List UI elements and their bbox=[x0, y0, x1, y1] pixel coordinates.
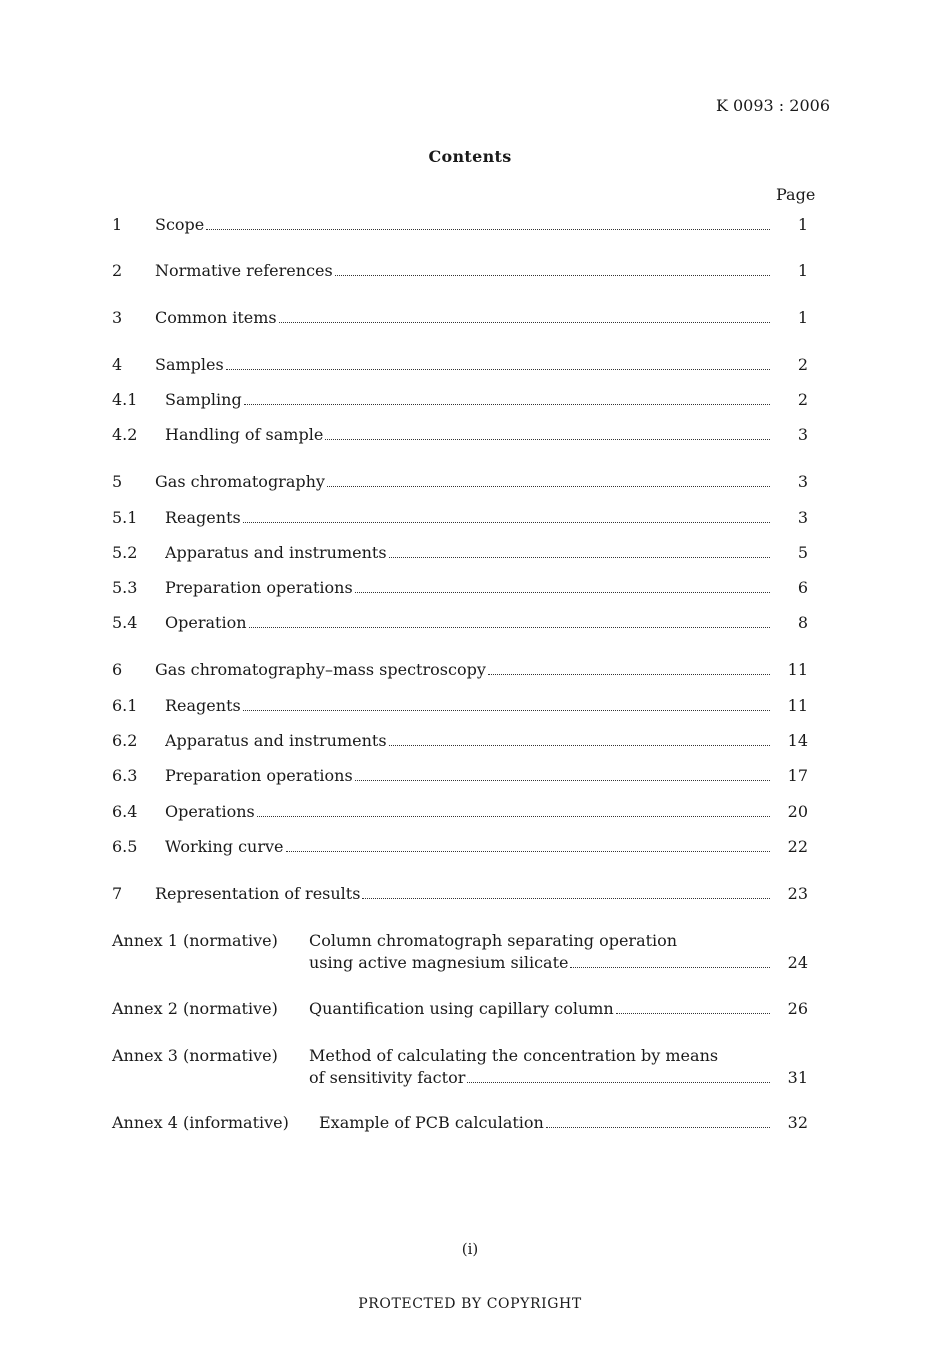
toc-entry[interactable] bbox=[112, 307, 808, 329]
toc-entry-page: 6 bbox=[797, 578, 808, 597]
toc-entry-title: Operation bbox=[165, 613, 247, 632]
toc-entry-page: 20 bbox=[787, 802, 808, 821]
toc-annex-entry[interactable] bbox=[112, 998, 808, 1020]
toc-entry[interactable] bbox=[112, 471, 808, 493]
toc-entry-title: Scope bbox=[155, 215, 205, 234]
page-number: (i) bbox=[461, 1240, 479, 1258]
toc-entry-title: Working curve bbox=[165, 837, 284, 856]
annex-title-line1: Method of calculating the concentration by means bbox=[309, 1046, 719, 1065]
toc-entry-title: Preparation operations bbox=[165, 766, 353, 785]
dot-leader bbox=[325, 424, 770, 440]
toc-entry[interactable] bbox=[112, 507, 808, 529]
dot-leader bbox=[244, 389, 770, 405]
page-column-label: Page bbox=[776, 185, 816, 204]
toc-entry-number: 6.3 bbox=[112, 766, 138, 785]
annex-label: Annex 1 (normative) bbox=[112, 931, 278, 950]
toc-entry[interactable] bbox=[112, 765, 808, 787]
toc-entry-number: 6.2 bbox=[112, 731, 138, 750]
toc-entry-title: Common items bbox=[155, 308, 277, 327]
toc-entry-page: 2 bbox=[797, 390, 808, 409]
toc-entry-page: 11 bbox=[787, 660, 808, 679]
toc-entry[interactable] bbox=[112, 836, 808, 858]
dot-leader bbox=[249, 612, 771, 628]
toc-entry[interactable] bbox=[112, 424, 808, 446]
dot-leader bbox=[389, 730, 770, 746]
toc-entry[interactable] bbox=[112, 214, 808, 236]
toc-annex-entry[interactable] bbox=[112, 1045, 808, 1089]
toc-entry-title: Apparatus and instruments bbox=[165, 731, 387, 750]
toc-entry-title: Normative references bbox=[155, 261, 333, 280]
toc-entry-page: 24 bbox=[787, 953, 808, 972]
toc-entry-title: Sampling bbox=[165, 390, 242, 409]
toc-entry-number: 1 bbox=[112, 215, 123, 234]
dot-leader bbox=[570, 952, 770, 968]
toc-entry-page: 5 bbox=[797, 543, 808, 562]
toc-entry-title: Samples bbox=[155, 355, 224, 374]
dot-leader bbox=[362, 883, 770, 899]
toc-entry-number: 4 bbox=[112, 355, 123, 374]
toc-entry-title: Gas chromatography bbox=[155, 472, 325, 491]
toc-entry-page: 26 bbox=[787, 999, 808, 1018]
standard-code: K 0093 : 2006 bbox=[715, 96, 830, 115]
toc-entry-title: Representation of results bbox=[155, 884, 361, 903]
toc-entry[interactable] bbox=[112, 883, 808, 905]
dot-leader bbox=[243, 695, 770, 711]
toc-entry-number: 5.1 bbox=[112, 508, 138, 527]
dot-leader bbox=[467, 1067, 770, 1083]
toc-entry-number: 6 bbox=[112, 660, 123, 679]
toc-entry-title: Apparatus and instruments bbox=[165, 543, 387, 562]
dot-leader bbox=[327, 471, 770, 487]
toc-entry-title: Operations bbox=[165, 802, 255, 821]
toc-entry-number: 5 bbox=[112, 472, 123, 491]
toc-entry-page: 3 bbox=[797, 425, 808, 444]
toc-entry-page: 11 bbox=[787, 696, 808, 715]
annex-label: Annex 2 (normative) bbox=[112, 999, 278, 1018]
toc-entry-page: 3 bbox=[797, 472, 808, 491]
toc-entry-page: 2 bbox=[797, 355, 808, 374]
toc-entry[interactable] bbox=[112, 542, 808, 564]
toc-entry-page: 14 bbox=[787, 731, 808, 750]
page-title: Contents bbox=[428, 147, 512, 166]
toc-entry[interactable] bbox=[112, 389, 808, 411]
toc-entry[interactable] bbox=[112, 612, 808, 634]
annex-title-line1: Column chromatograph separating operation bbox=[309, 931, 678, 950]
dot-leader bbox=[389, 542, 770, 558]
toc-entry-page: 23 bbox=[787, 884, 808, 903]
toc-entry-number: 5.2 bbox=[112, 543, 138, 562]
toc-entry[interactable] bbox=[112, 659, 808, 681]
toc-entry[interactable] bbox=[112, 577, 808, 599]
dot-leader bbox=[243, 507, 770, 523]
toc-entry-number: 4.1 bbox=[112, 390, 138, 409]
annex-title-line2: using active magnesium silicate bbox=[309, 953, 569, 972]
dot-leader bbox=[226, 354, 770, 370]
toc-entry-number: 7 bbox=[112, 884, 123, 903]
copyright-notice: PROTECTED BY COPYRIGHT bbox=[358, 1296, 582, 1312]
toc-entry[interactable] bbox=[112, 730, 808, 752]
dot-leader bbox=[279, 307, 770, 323]
dot-leader bbox=[286, 836, 770, 852]
toc-entry[interactable] bbox=[112, 801, 808, 823]
toc-entry-page: 3 bbox=[797, 508, 808, 527]
toc-entry-number: 4.2 bbox=[112, 425, 138, 444]
annex-label: Annex 3 (normative) bbox=[112, 1046, 278, 1065]
toc-entry-page: 31 bbox=[787, 1068, 808, 1087]
toc-entry-title: Reagents bbox=[165, 696, 241, 715]
dot-leader bbox=[546, 1112, 770, 1128]
toc-entry-page: 32 bbox=[787, 1113, 808, 1132]
toc-entry-page: 1 bbox=[797, 215, 808, 234]
annex-label: Annex 4 (informative) bbox=[112, 1113, 289, 1132]
annex-title: Example of PCB calculation bbox=[319, 1113, 544, 1132]
toc-entry-page: 17 bbox=[787, 766, 808, 785]
toc-entry-title: Gas chromatography–mass spectroscopy bbox=[155, 660, 486, 679]
toc-entry-page: 1 bbox=[797, 308, 808, 327]
toc-entry-page: 1 bbox=[797, 261, 808, 280]
annex-title: Quantification using capillary column bbox=[309, 999, 614, 1018]
toc-entry-number: 3 bbox=[112, 308, 123, 327]
annex-title-line2: of sensitivity factor bbox=[309, 1068, 466, 1087]
toc-entry-page: 22 bbox=[787, 837, 808, 856]
toc-entry-number: 5.3 bbox=[112, 578, 138, 597]
dot-leader bbox=[355, 765, 770, 781]
toc-entry-number: 5.4 bbox=[112, 613, 138, 632]
toc-entry-title: Handling of sample bbox=[165, 425, 324, 444]
dot-leader bbox=[616, 998, 770, 1014]
toc-entry-number: 6.1 bbox=[112, 696, 138, 715]
dot-leader bbox=[257, 801, 770, 817]
toc-annex-entry[interactable] bbox=[112, 1112, 808, 1134]
toc-entry-number: 6.5 bbox=[112, 837, 138, 856]
toc-entry[interactable] bbox=[112, 695, 808, 717]
toc-entry[interactable] bbox=[112, 260, 808, 282]
toc-annex-entry[interactable] bbox=[112, 930, 808, 974]
toc-entry-title: Preparation operations bbox=[165, 578, 353, 597]
dot-leader bbox=[335, 260, 770, 276]
toc-entry-number: 6.4 bbox=[112, 802, 138, 821]
toc-entry-title: Reagents bbox=[165, 508, 241, 527]
dot-leader bbox=[206, 214, 770, 230]
toc-entry-number: 2 bbox=[112, 261, 123, 280]
toc-entry[interactable] bbox=[112, 354, 808, 376]
dot-leader bbox=[488, 659, 770, 675]
dot-leader bbox=[355, 577, 770, 593]
toc-entry-page: 8 bbox=[797, 613, 808, 632]
